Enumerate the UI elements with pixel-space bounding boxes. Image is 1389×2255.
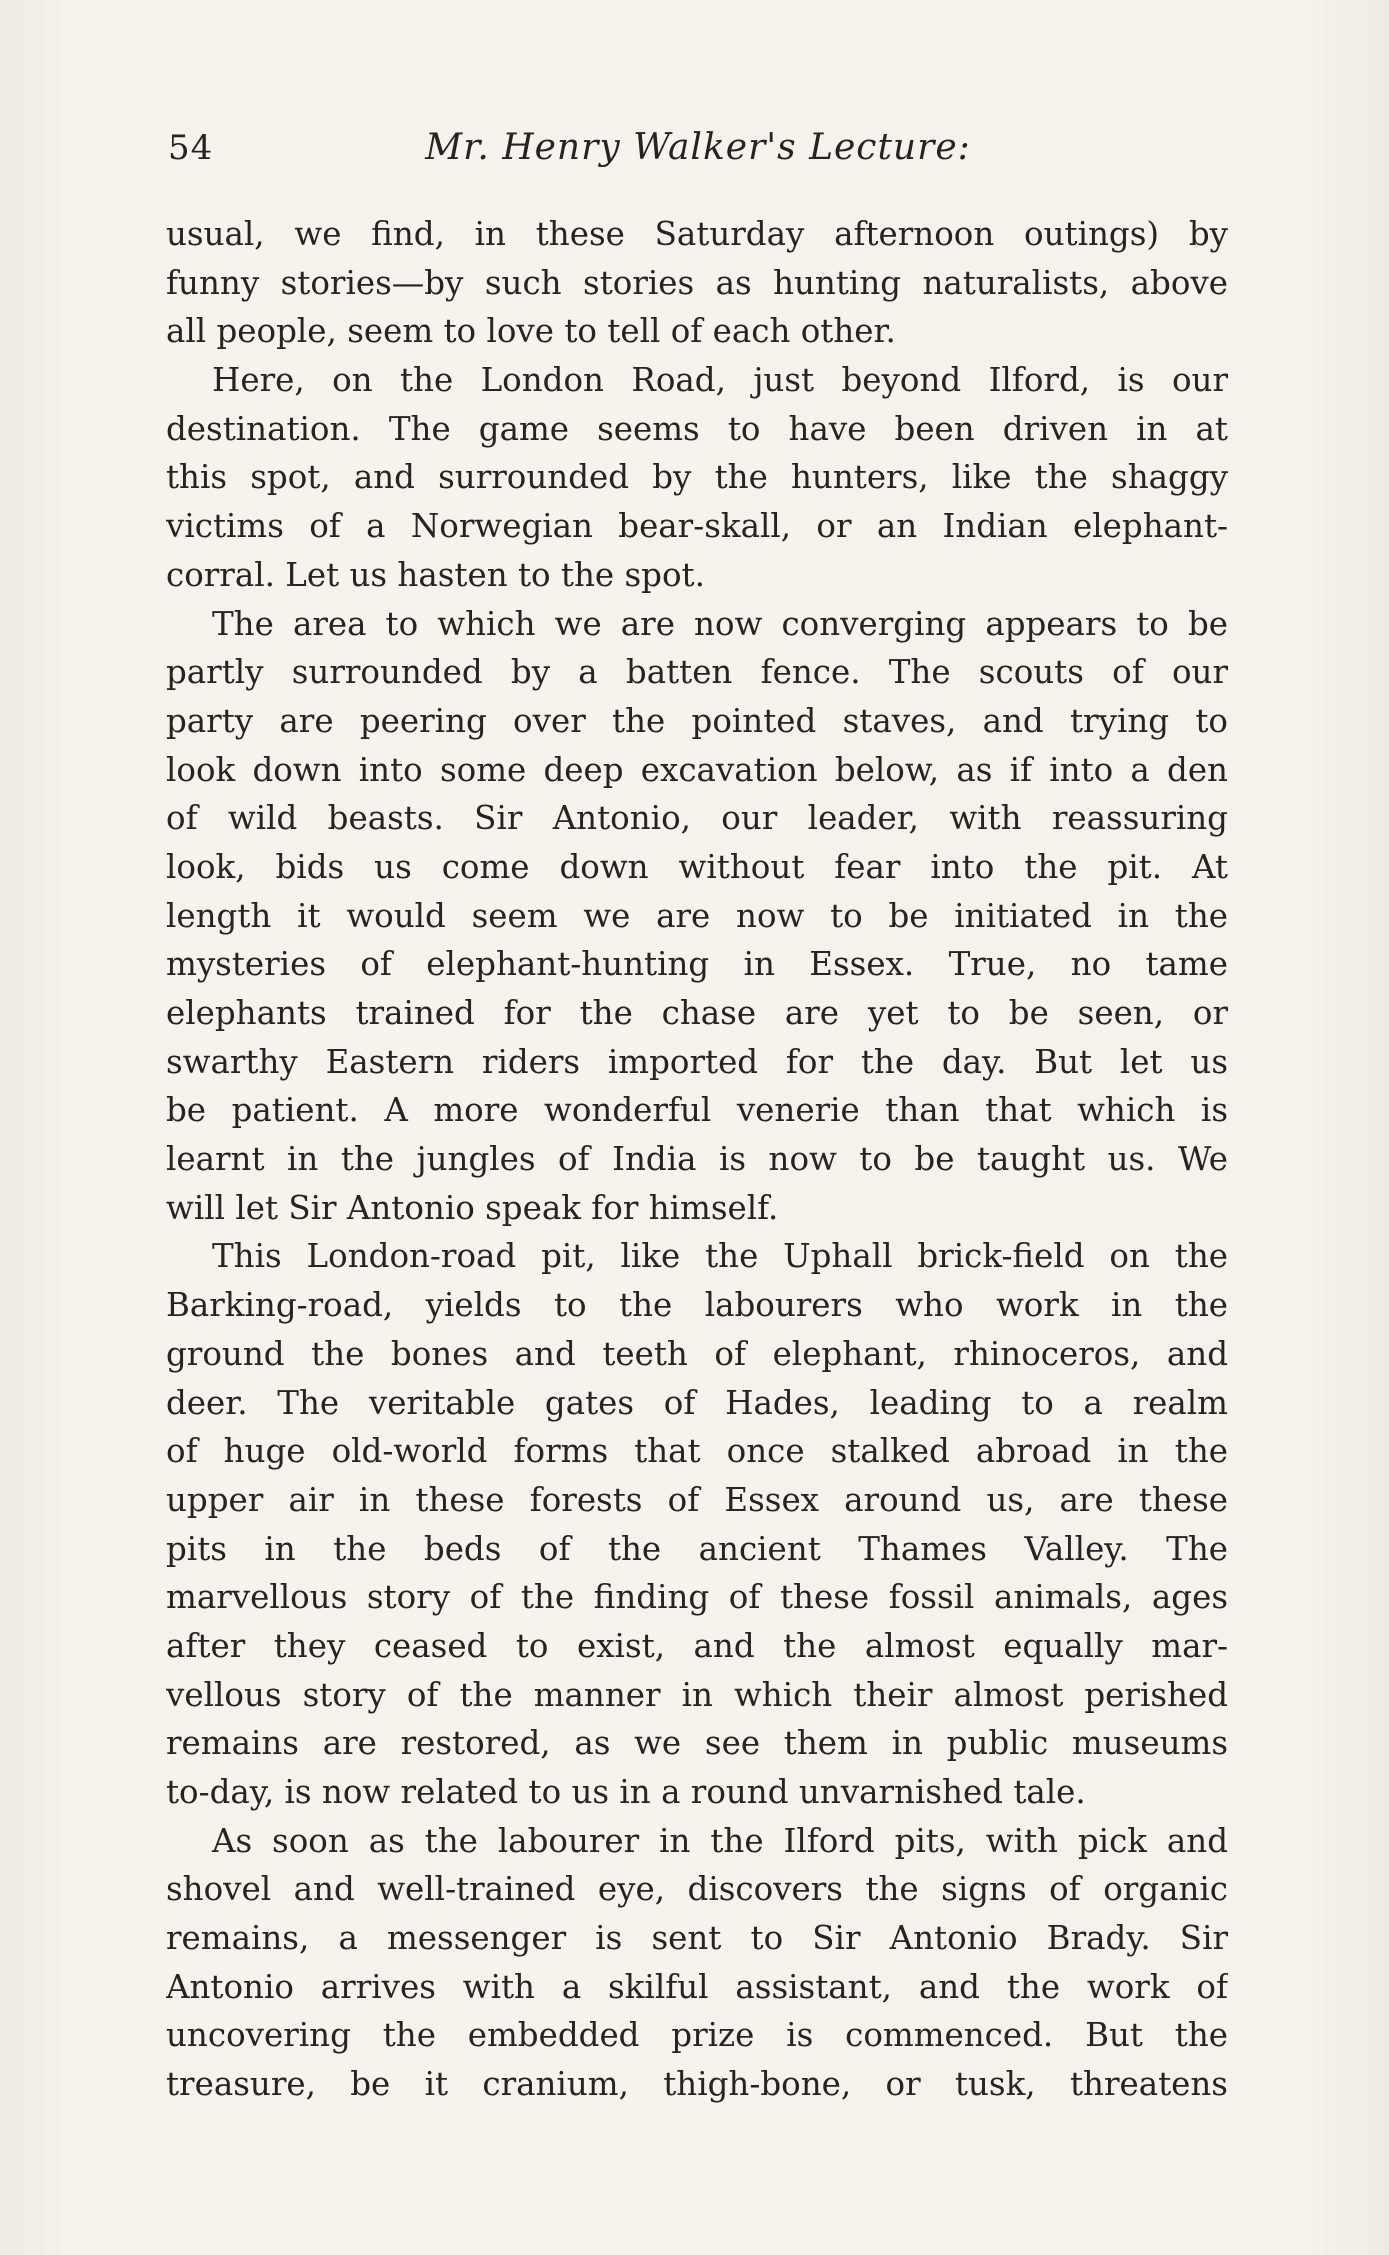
running-title: Mr. Henry Walker's Lecture: — [425, 127, 971, 168]
page-header — [168, 118, 1228, 178]
text-line: mysteries of elephant-hunting in Essex. True, no tame — [166, 945, 1228, 984]
text-line: remains, a messenger is sent to Sir Antonio Brady. Sir — [166, 1919, 1228, 1958]
text-line: of wild beasts. Sir Antonio, our leader, with reassuring — [166, 799, 1228, 838]
text-line: will let Sir Antonio speak for himself. — [166, 1188, 779, 1227]
text-line: learnt in the jungles of India is now to be taught us. We — [166, 1140, 1228, 1179]
text-line: remains are restored, as we see them in public museums — [166, 1724, 1228, 1763]
text-line: all people, seem to love to tell of each other. — [166, 312, 896, 351]
text-line: vellous story of the manner in which their almost perished — [166, 1675, 1228, 1714]
text-line: This London-road pit, like the Uphall brick-field on the — [212, 1237, 1228, 1276]
text-line: swarthy Eastern riders imported for the day. But let us — [166, 1042, 1228, 1081]
text-line: length it would seem we are now to be initiated in the — [166, 896, 1228, 935]
text-line: partly surrounded by a batten fence. The scouts of our — [166, 653, 1228, 692]
text-line: to-day, is now related to us in a round unvarnished tale. — [166, 1773, 1086, 1811]
text-line: Antonio arrives with a skilful assistant, and the work of — [166, 1967, 1228, 2006]
text-line: pits in the beds of the ancient Thames Valley. The — [166, 1529, 1228, 1568]
text-line: marvellous story of the finding of these fossil animals, ages — [166, 1578, 1228, 1617]
text-line: ground the bones and teeth of elephant, rhinoceros, and — [166, 1334, 1228, 1373]
text-line: look, bids us come down without fear into the pit. At — [166, 847, 1228, 886]
text-line: Barking-road, yields to the labourers who work in the — [166, 1286, 1228, 1325]
text-line: funny stories—by such stories as hunting naturalists, above — [166, 263, 1228, 302]
text-line: upper air in these forests of Essex around us, are these — [166, 1480, 1228, 1519]
text-line: uncovering the embedded prize is commenced. But the — [166, 2016, 1228, 2055]
text-line: be patient. A more wonderful venerie than that which is — [166, 1091, 1228, 1130]
text-line: The area to which we are now converging appears to be — [212, 604, 1228, 643]
text-line: this spot, and surrounded by the hunters, like the shaggy — [166, 458, 1228, 497]
text-line: elephants trained for the chase are yet to be seen, or — [166, 994, 1228, 1032]
text-line: victims of a Norwegian bear-skall, or an Indian elephant- — [166, 507, 1228, 546]
text-line: usual, we find, in these Saturday afternoon outings) by — [166, 215, 1228, 253]
text-line: treasure, be it cranium, thigh-bone, or tusk, threatens — [166, 2065, 1228, 2104]
text-line: after they ceased to exist, and the almost equally mar- — [166, 1626, 1228, 1665]
text-line: of huge old-world forms that once stalked abroad in the — [166, 1432, 1228, 1471]
body-text — [166, 210, 1228, 2109]
text-line: shovel and well-trained eye, discovers the signs of organic — [166, 1870, 1228, 1909]
text-line: corral. Let us hasten to the spot. — [166, 555, 705, 594]
text-line: destination. The game seems to have been driven in at — [166, 409, 1228, 448]
text-line: party are peering over the pointed staves, and trying to — [166, 701, 1228, 740]
text-line: look down into some deep excavation below, as if into a den — [166, 750, 1228, 789]
page-number: 54 — [168, 128, 214, 168]
text-line: Here, on the London Road, just beyond Ilford, is our — [212, 361, 1228, 400]
text-line: deer. The veritable gates of Hades, leading to a realm — [166, 1383, 1228, 1422]
text-line: As soon as the labourer in the Ilford pits, with pick and — [212, 1821, 1228, 1860]
